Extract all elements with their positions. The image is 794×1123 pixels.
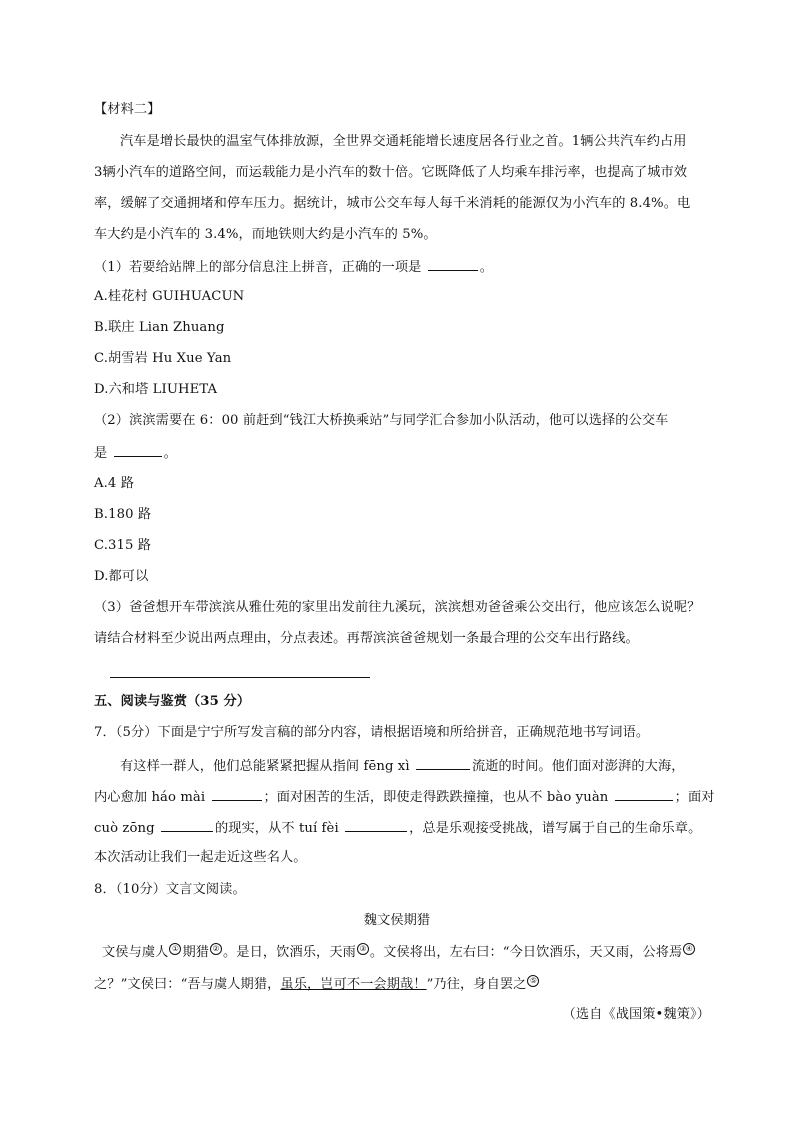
footnote-marker: ① [169, 943, 181, 955]
option: C.315 路 [94, 538, 152, 553]
question-7-line: 有这样一群人，他们总能紧紧把握从指间 fēng xì 流逝的时间。他们面对澎湃的大海， [120, 756, 685, 776]
answer-blank[interactable] [416, 756, 470, 770]
passage-title: 魏文侯期猎 [363, 913, 431, 928]
paragraph-line: 汽车是增长最快的温室气体排放源，全世界交通耗能增长速度居各行业之首。1辆公共汽车约占用 [120, 134, 687, 149]
option: B.180 路 [94, 507, 152, 522]
option: A.4 路 [94, 476, 134, 491]
answer-blank[interactable] [615, 787, 673, 801]
option: C.胡雪岩 Hu Xue Yan [94, 351, 232, 366]
answer-line[interactable] [110, 677, 370, 678]
option: D.都可以 [94, 569, 149, 584]
paragraph-line: 3辆小汽车的道路空间，而运载能力是小汽车的数十倍。它既降低了人均乘车排污率，也提高了城市效 [94, 165, 688, 180]
question-2: （2）滨滨需要在 6：00 前赶到“钱江大桥换乘站”与同学汇合参加小队活动，他可以选择的公交车 [94, 413, 669, 428]
answer-blank[interactable] [428, 257, 478, 271]
question-7-line: cuò zōng 的现实，从不 tuí fèi ，总是乐观接受挑战，谱写属于自己的生命乐章。 [94, 818, 701, 838]
answer-blank[interactable] [114, 443, 162, 457]
paragraph-line: 车大约是小汽车的 3.4%，而地铁则大约是小汽车的 5%。 [94, 227, 437, 242]
section-heading: 【材料二】 [94, 102, 161, 117]
question-8: 8．（10分）文言文阅读。 [94, 882, 246, 897]
option: D.六和塔 LIUHETA [94, 382, 218, 397]
option: A.桂花村 GUIHUACUN [94, 289, 245, 304]
footnote-marker: ② [210, 943, 222, 955]
question-7-line: 本次活动让我们一起走近这些名人。 [94, 850, 307, 865]
passage-line: 文侯与虞人 ① 期猎 ② 。是日，饮酒乐，天雨 ③ 。文侯将出，左右曰：“今日饮酒乐，天又雨，公将焉 ④ [102, 943, 696, 962]
answer-blank[interactable] [345, 818, 407, 832]
question-7-line: 内心愈加 háo mài ；面对困苦的生活，即使走得跌跌撞撞，也从不 bào yuàn ；面对 [94, 787, 715, 807]
answer-blank[interactable] [161, 818, 213, 832]
question-3: （3）爸爸想开车带滨滨从雅仕苑的家里出发前往九溪玩，滨滨想劝爸爸乘公交出行，他应该怎么说呢？ [94, 600, 701, 615]
answer-blank[interactable] [212, 787, 262, 801]
question-3-cont: 请结合材料至少说出两点理由，分点表述。再帮滨滨爸爸规划一条最合理的公交车出行路线。 [94, 631, 639, 646]
footnote-marker: ③ [357, 943, 369, 955]
question-2-cont: 是 。 [94, 443, 177, 463]
footnote-marker: ④ [683, 943, 695, 955]
question-1: （1）若要给站牌上的部分信息注上拼音，正确的一项是 。 [94, 257, 493, 277]
option: B.联庄 Lian Zhuang [94, 320, 225, 335]
underlined-sentence: 虽乐，岂可不一会期哉！ [280, 977, 427, 992]
footnote-marker: ⑤ [527, 975, 539, 987]
paragraph-line: 率，缓解了交通拥堵和停车压力。据统计，城市公交车每人每千米消耗的能源仅为小汽车的 8.4%。电 [94, 196, 691, 211]
source-note: （选自《战国策•魏策》） [562, 1007, 710, 1022]
question-7: 7．（5分）下面是宁宁所写发言稿的部分内容，请根据语境和所给拼音，正确规范地书写词语。 [94, 725, 650, 740]
section-title: 五、阅读与鉴赏（35 分） [94, 694, 251, 709]
passage-line: 之？”文侯曰：“吾与虞人期猎，虽乐，岂可不一会期哉！”乃往，身自罢之 ⑤ [94, 975, 540, 994]
